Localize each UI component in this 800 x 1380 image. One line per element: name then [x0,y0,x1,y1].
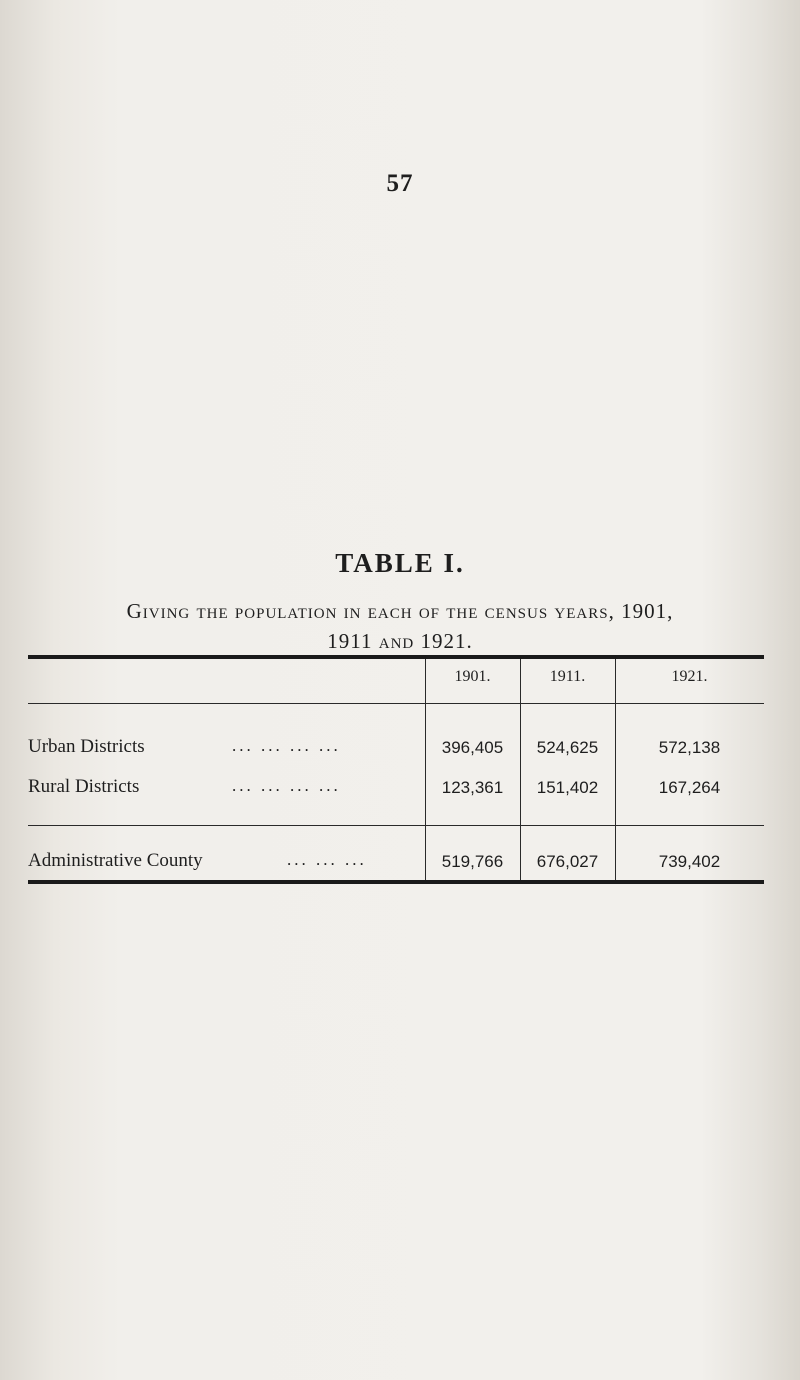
cell-total-1911: 676,027 [536,852,599,871]
dot-leaders: ... ... ... ... [232,776,341,795]
header-bottom-rule [28,703,764,704]
column-header-1911: 1911. [549,668,586,685]
table-title: TABLE I. [335,548,465,578]
cell-rural-1921: 167,264 [658,778,721,797]
cell-urban-1911: 524,625 [536,738,599,757]
dot-leaders: ... ... ... ... [232,736,341,755]
subtitle-line-2: 1911 and 1921. [327,629,473,653]
table-top-rule [28,655,764,659]
cell-rural-1901: 123,361 [441,778,504,797]
cell-rural-1911: 151,402 [536,778,599,797]
table-subtitle [0,596,800,656]
cell-urban-1921: 572,138 [658,738,721,757]
table-bottom-rule [28,880,764,884]
column-divider-1 [425,659,426,880]
column-header-1921: 1921. [671,668,708,685]
column-header-1901: 1901. [454,668,491,685]
row-label-rural: Rural Districts [28,776,140,797]
subtitle-line-1: Giving the population in each of the census years, 1901, [126,599,674,623]
column-divider-3 [615,659,616,880]
total-top-rule [28,825,764,826]
cell-total-1921: 739,402 [658,852,721,871]
cell-total-1901: 519,766 [441,852,504,871]
dot-leaders: ... ... ... [287,850,367,869]
column-divider-2 [520,659,521,880]
row-label-urban: Urban Districts [28,736,145,757]
row-label-total: Administrative County [28,850,203,871]
cell-urban-1901: 396,405 [441,738,504,757]
page-number: 57 [386,170,414,197]
